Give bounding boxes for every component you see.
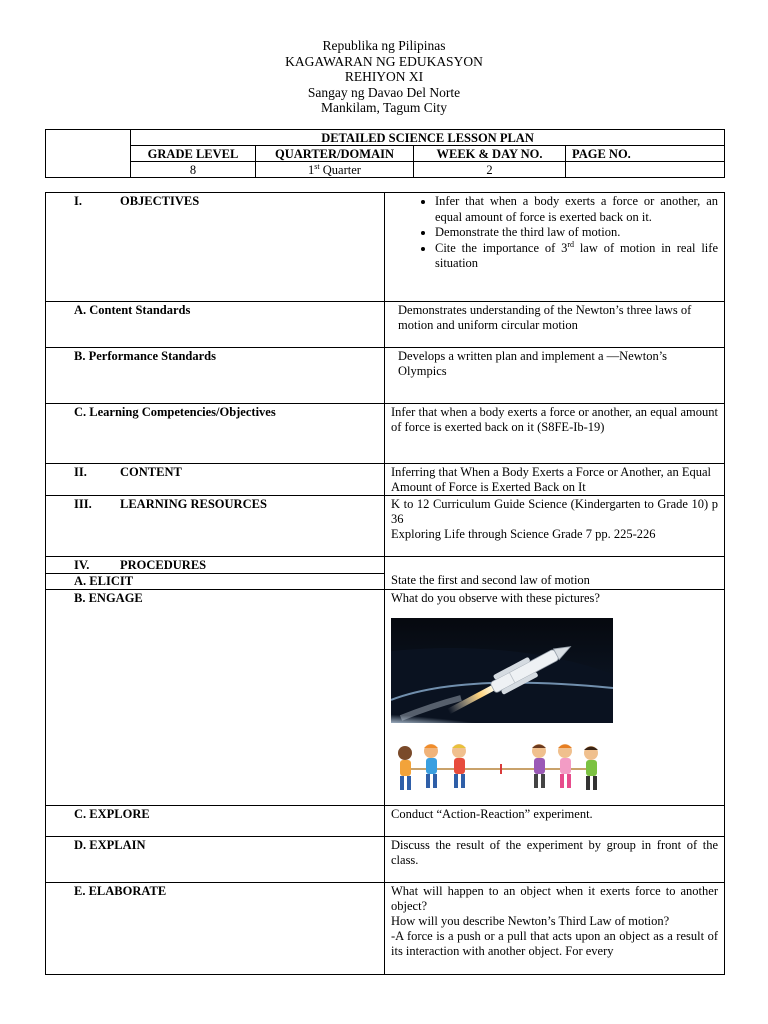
objective-item: • Demonstrate the third law of motion. [435,225,718,241]
resources-heading [46,496,385,557]
elaborate-label: E. ELABORATE [46,883,385,975]
explore-text: Conduct “Action-Reaction” experiment. [385,806,725,837]
performance-standards-text: Develops a written plan and implement a —Newton’s Olympics [385,348,725,404]
content-heading [46,464,385,496]
lesson-plan-title: DETAILED SCIENCE LESSON PLAN [131,130,725,146]
header-address: Mankilam, Tagum City [321,100,447,115]
quarter-suffix: st [314,161,320,171]
content-row [46,464,725,496]
procedures-heading [46,557,385,574]
objectives-list [391,194,718,272]
explain-row [46,837,725,883]
explore-label: C. EXPLORE [46,806,385,837]
objective-item: • Infer that when a body exerts a force or another, an equal amount of force is exerted back on it. [435,194,718,225]
quarter-domain-label: QUARTER/DOMAIN [256,146,414,162]
explain-label: D. EXPLAIN [46,837,385,883]
procedures-label: PROCEDURES [120,558,207,572]
week-day-label: WEEK & DAY NO. [414,146,566,162]
elaborate-question: How will you describe Newton’s Third Law of motion? [391,914,670,928]
elicit-label: A. ELICIT [46,574,385,590]
resources-num: III. [74,497,92,511]
content-text: Inferring that When a Body Exerts a Force or Another, an Equal Amount of Force is Exerted Back on It [385,464,725,496]
engage-row [46,590,725,806]
grade-level-value: 8 [131,162,256,178]
lesson-plan-table [45,192,725,975]
content-standards-row [46,302,725,348]
explain-text: Discuss the result of the experiment by group in front of the class. [385,837,725,883]
info-blank-cell [46,130,131,178]
competencies-label: C. Learning Competencies/Objectives [46,404,385,464]
quarter-word: Quarter [319,162,361,177]
resources-label: LEARNING RESOURCES [120,497,267,511]
page-no-value [566,162,725,178]
resource-item: K to 12 Curriculum Guide Science (Kindergarten to Grade 10) p 36 [391,497,718,526]
explore-row [46,806,725,837]
procedures-row [46,557,725,574]
procedures-num: IV. [74,558,90,572]
elaborate-content [385,883,725,975]
objective-ordinal: rd [567,239,574,249]
elaborate-row [46,883,725,975]
tug-of-war-image [391,739,613,805]
performance-standards-row [46,348,725,404]
objective-text-b: law of motion in real life situation [435,240,718,270]
header-republic: Republika ng Pilipinas [322,38,446,53]
page-no-label: PAGE NO. [566,146,725,162]
engage-content [385,590,725,806]
competencies-row [46,404,725,464]
resources-row [46,496,725,557]
objectives-label: OBJECTIVES [120,194,200,208]
quarter-number: 1 [308,162,315,177]
objective-text-a: Cite the importance of 3 [435,240,568,255]
lesson-info-table [45,129,725,178]
objectives-heading [46,193,385,302]
document-header [0,38,768,116]
content-standards-label: A. Content Standards [46,302,385,348]
objectives-content [385,193,725,302]
competencies-text: Infer that when a body exerts a force or another, an equal amount of force is exerted back on it (S8FE-Ib-19) [385,404,725,464]
content-num: II. [74,465,87,479]
elaborate-question: What will happen to an object when it exerts force to another object? [391,884,718,913]
resource-item: Exploring Life through Science Grade 7 pp. 225-226 [391,527,656,541]
week-day-value: 2 [414,162,566,178]
objectives-row [46,193,725,302]
header-department: KAGAWARAN NG EDUKASYON [285,53,483,69]
header-region: REHIYON XI [344,69,424,84]
performance-standards-label: B. Performance Standards [46,348,385,404]
header-division: Sangay ng Davao Del Norte [307,84,461,100]
objective-item [435,241,718,272]
kid-figure [398,746,412,790]
rocket-launch-image [391,618,613,723]
quarter-domain-value [256,162,414,178]
resources-text [385,496,725,557]
objectives-num: I. [74,194,82,208]
elaborate-explanation: -A force is a push or a pull that acts upon an object as a result of its interaction with another object. For every [391,929,718,958]
engage-text: What do you observe with these pictures? [391,591,600,605]
engage-label: B. ENGAGE [46,590,385,806]
grade-level-label: GRADE LEVEL [131,146,256,162]
content-standards-text: Demonstrates understanding of the Newton’s three laws of motion and uniform circular motion [385,302,725,348]
elicit-text: State the first and second law of motion [385,557,725,590]
content-label: CONTENT [120,465,182,479]
